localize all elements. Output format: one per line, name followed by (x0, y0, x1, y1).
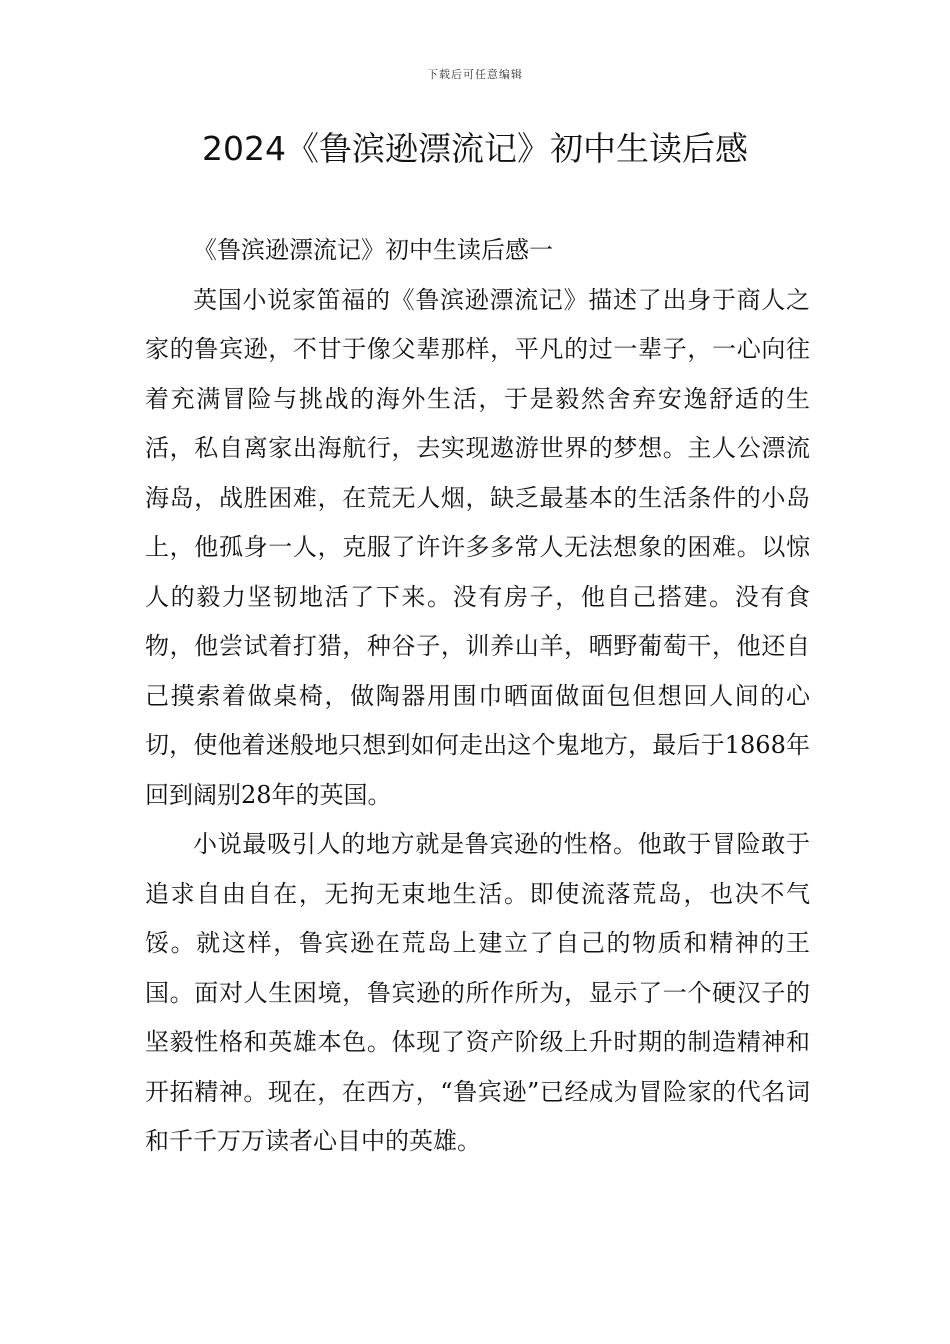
document-title: 2024《鲁滨逊漂流记》初中生读后感 (202, 129, 748, 168)
section-heading: 《鲁滨逊漂流记》初中生读后感一 (193, 236, 553, 264)
paragraph: 英国小说家笛福的《鲁滨逊漂流记》描述了出身于商人之家的鲁宾逊，不甘于像父辈那样，平凡的过一辈子，一心向往着充满冒险与挑战的海外生活，于是毅然舍弃安逸舒适的生活，私自离家出海航行，去实现遨游世界的梦想。主人公漂流海岛，战胜困难，在荒无人烟，缺乏最基本的生活条件的小岛上，他孤身一人，克服了许许多多常人无法想象的困难。以惊人的毅力坚韧地活了下来。没有房子，他自己搭建。没有食物，他尝试着打猎，种谷子，训养山羊，晒野葡萄干，他还自己摸索着做桌椅，做陶器用围巾晒面做面包但想回人间的心切，使他着迷般地只想到如何走出这个鬼地方，最后于1868年回到阔别28年的英国。 (145, 285, 810, 809)
document-body (145, 226, 810, 1167)
paragraph: 小说最吸引人的地方就是鲁宾逊的性格。他敢于冒险敢于追求自由自在，无拘无束地生活。即使流落荒岛，也决不气馁。就这样，鲁宾逊在荒岛上建立了自己的物质和精神的王国。面对人生困境，鲁宾逊的所作所为，显示了一个硬汉子的坚毅性格和英雄本色。体现了资产阶级上升时期的制造精神和开拓精神。现在，在西方，“鲁宾逊”已经成为冒险家的代名词和千千万万读者心目中的英雄。 (145, 830, 810, 1155)
header-note: 下载后可任意编辑 (427, 68, 523, 81)
